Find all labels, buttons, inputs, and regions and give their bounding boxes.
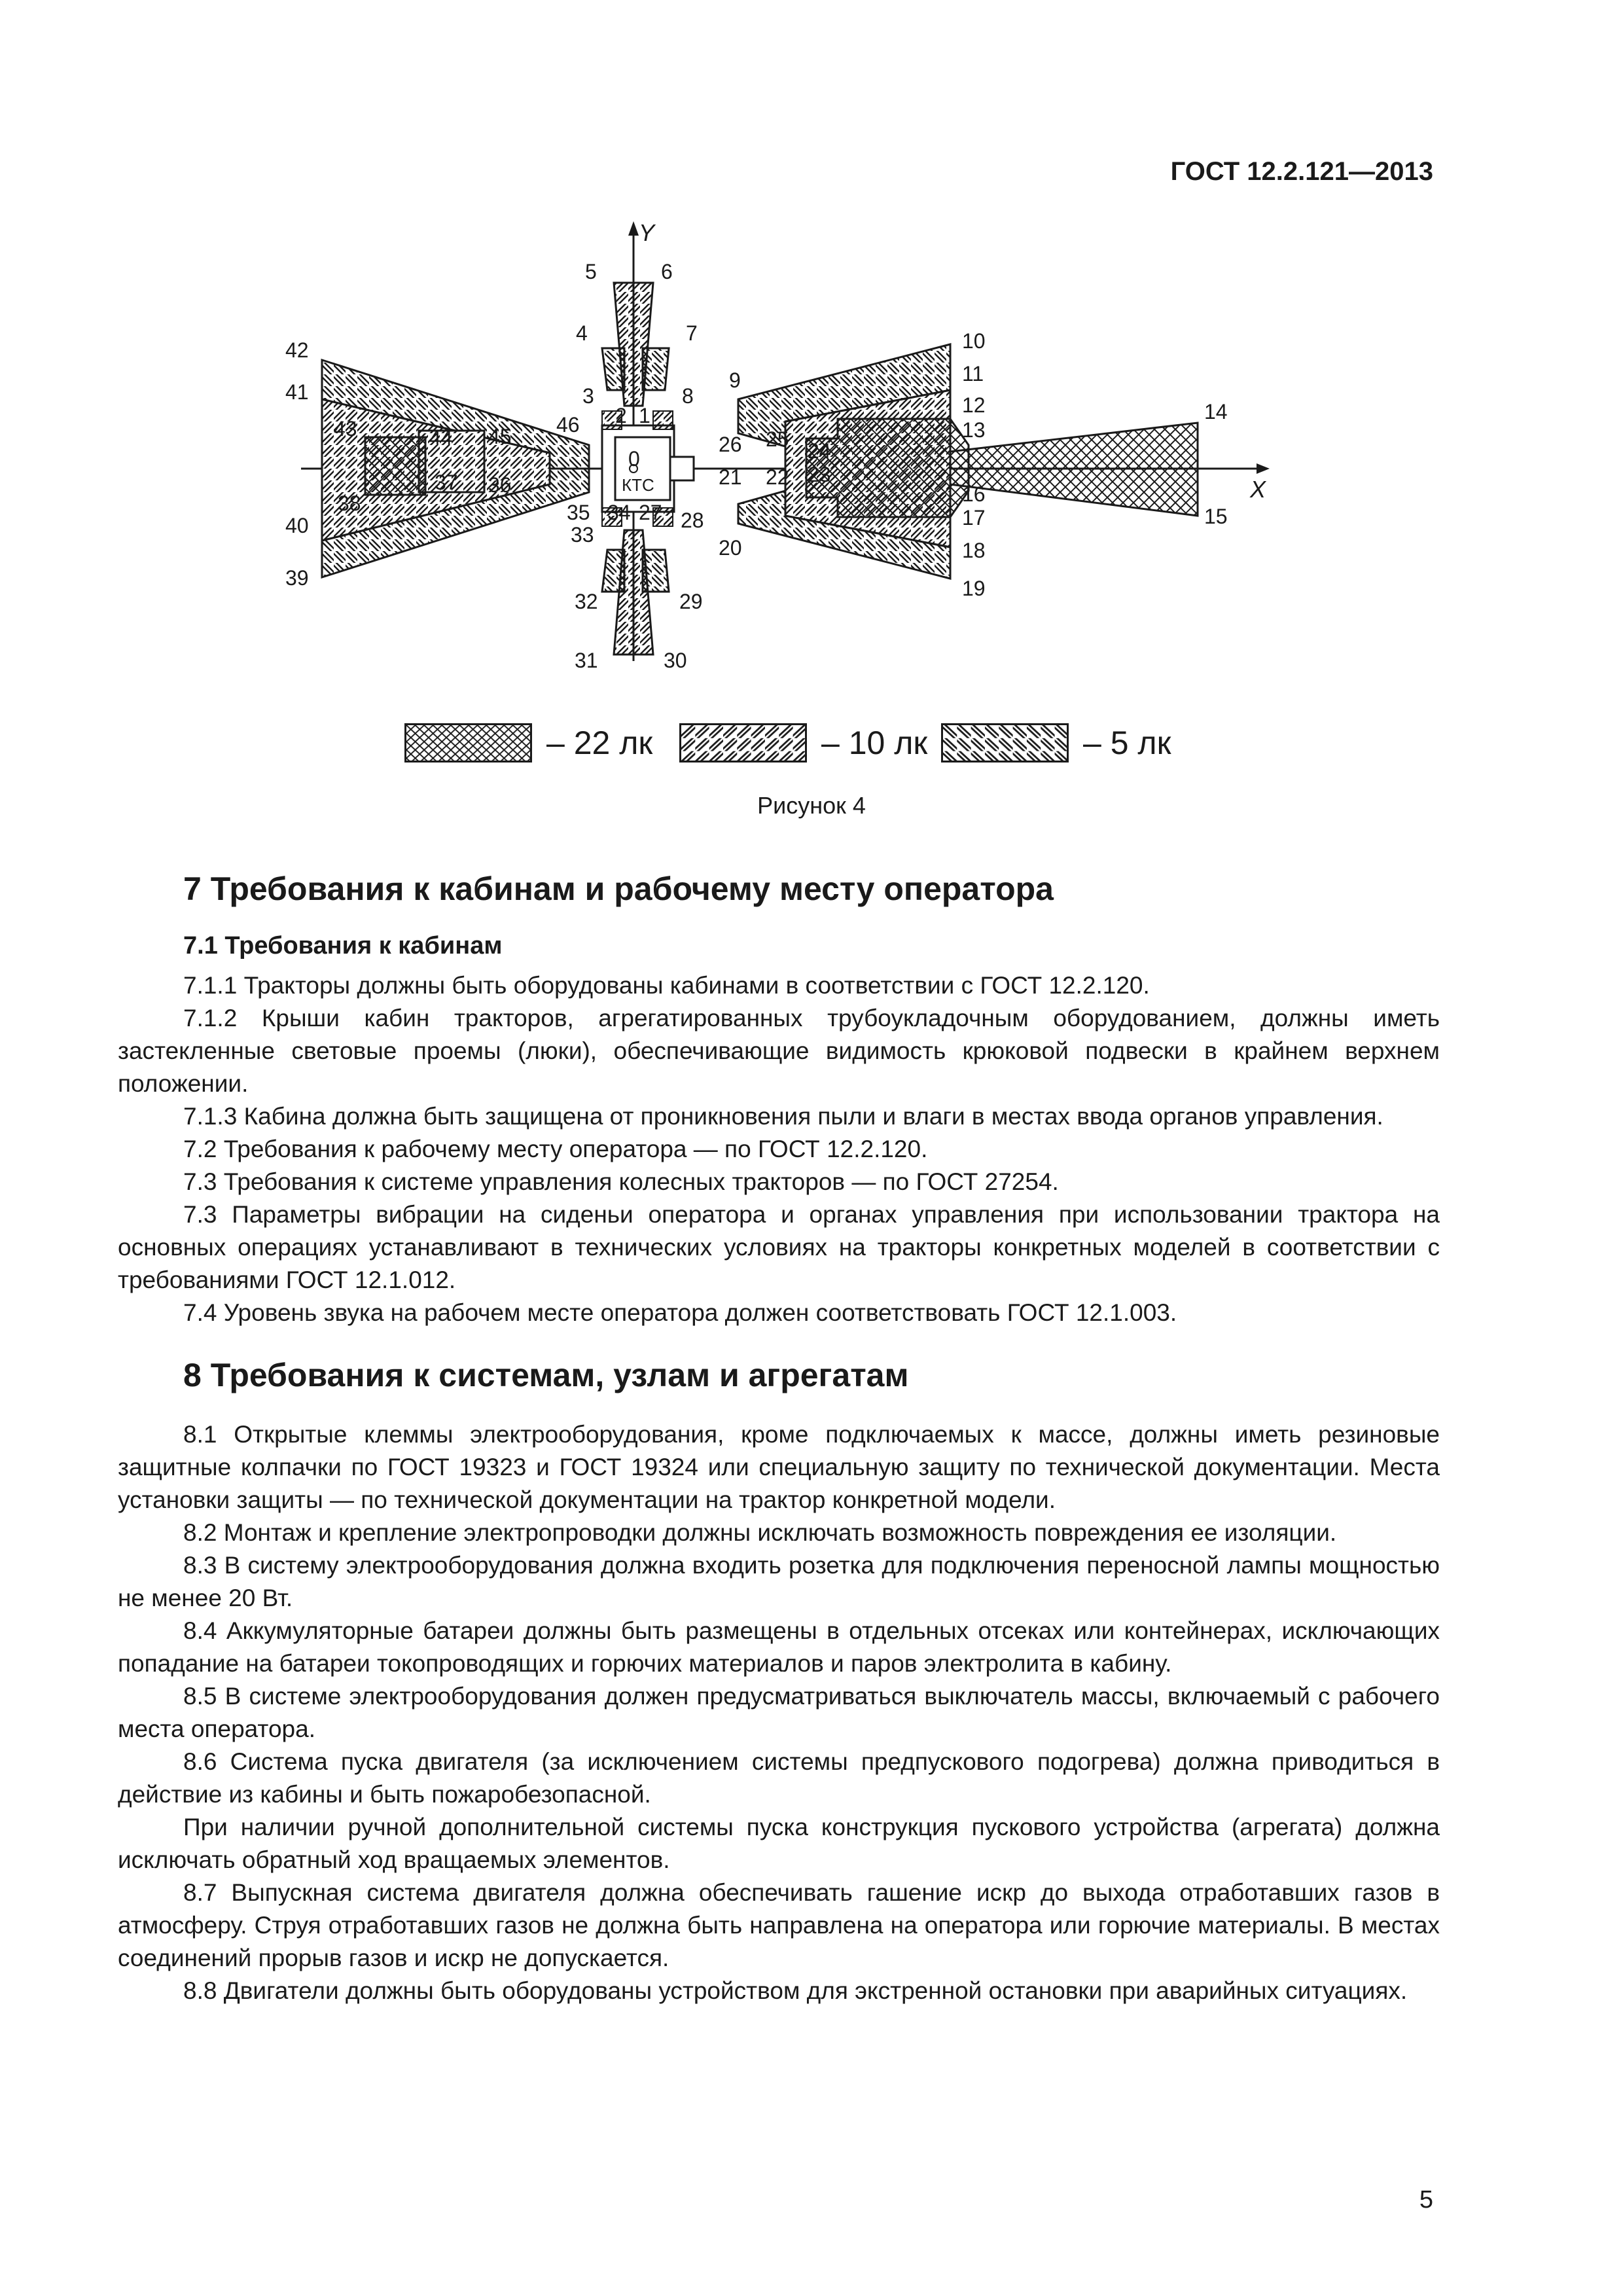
- label-origin: 0: [628, 447, 640, 471]
- label-45: 45: [488, 425, 512, 448]
- legend-item-5-lk: [941, 720, 1171, 766]
- paragraph-7-1-2: 7.1.2 Крыши кабин тракторов, агрегатированных трубоукладочным оборудованием, должны иметь застекленные световые проемы (люки), обеспечивающие видимость крюковой подвески в крайнем верхнем положении.: [118, 1005, 1440, 1097]
- label-19: 19: [962, 577, 986, 600]
- label-1: 1: [639, 404, 651, 427]
- x-axis-arrow: [1257, 463, 1270, 474]
- document-code: ГОСТ 12.2.121—2013: [1170, 157, 1433, 186]
- label-2: 2: [615, 404, 627, 427]
- document-body: [118, 869, 1440, 2007]
- label-38: 38: [338, 492, 361, 515]
- label-27: 27: [639, 501, 662, 524]
- label-17: 17: [962, 506, 986, 529]
- label-36: 36: [488, 473, 512, 497]
- label-43: 43: [334, 417, 357, 440]
- label-18: 18: [962, 539, 986, 562]
- zone-left-core: [365, 437, 425, 495]
- label-32: 32: [575, 590, 598, 613]
- legend-label-22-lk: – 22 лк: [546, 725, 653, 761]
- paragraph-7-1-3: 7.1.3 Кабина должна быть защищена от проникновения пыли и влаги в местах ввода органов управления.: [183, 1103, 1383, 1130]
- label-8: 8: [682, 384, 694, 408]
- paragraph-8-7: 8.7 Выпускная система двигателя должна обеспечивать гашение искр до выхода отработавших газов в атмосферу. Струя отработавших газов не должна быть направлена на оператора или горючие материалы. В местах соединений прорыв газов и искр не допускается.: [118, 1879, 1440, 1971]
- x-axis-label: X: [1250, 476, 1266, 503]
- page-number: 5: [1419, 2186, 1433, 2214]
- label-31: 31: [575, 649, 598, 672]
- section-gap: [118, 1329, 1440, 1355]
- label-40: 40: [285, 514, 309, 537]
- label-35: 35: [567, 501, 590, 524]
- label-34: 34: [607, 501, 631, 524]
- paragraph-8-2: 8.2 Монтаж и крепление электропроводки должны исключать возможность повреждения ее изоляции.: [183, 1519, 1337, 1546]
- label-15: 15: [1204, 505, 1228, 528]
- label-6: 6: [661, 260, 673, 283]
- label-11: 11: [962, 362, 984, 386]
- paragraph-8-3: 8.3 В систему электрооборудования должна входить розетка для подключения переносной лампы мощностью не менее 20 Вт.: [118, 1552, 1440, 1611]
- legend-item-22-lk: [404, 720, 652, 766]
- paragraph-8-1: 8.1 Открытые клеммы электрооборудования, кроме подключаемых к массе, должны иметь резиновые защитные колпачки по ГОСТ 19323 и ГОСТ 19324 или специальную защиту по технической документации. Места установки защиты — по технической документации на трактор конкретной модели.: [118, 1421, 1440, 1513]
- label-14: 14: [1204, 400, 1228, 423]
- label-4: 4: [576, 321, 588, 345]
- label-37: 37: [435, 471, 458, 494]
- paragraph-8-8: 8.8 Двигатели должны быть оборудованы устройством для экстренной остановки при аварийных ситуациях.: [183, 1977, 1408, 2004]
- section-8-title: 8 Требования к системам, узлам и агрегатам: [183, 1357, 909, 1393]
- label-5: 5: [585, 260, 597, 283]
- label-10: 10: [962, 329, 986, 353]
- paragraph-8-6: 8.6 Система пуска двигателя (за исключением системы предпускового подогрева) должна приводиться в действие из кабины и быть пожаробезопасной.: [118, 1748, 1440, 1808]
- label-23: 23: [808, 463, 831, 486]
- label-12: 12: [962, 393, 986, 417]
- label-33: 33: [571, 523, 594, 547]
- paragraph-7-2: 7.2 Требования к рабочему месту оператора — по ГОСТ 12.2.120.: [183, 1136, 928, 1162]
- label-44: 44: [429, 426, 453, 450]
- label-kts: КТС: [622, 475, 654, 495]
- legend-swatch-crosshatch: [404, 723, 532, 762]
- label-20: 20: [719, 536, 742, 560]
- paragraph-7-1-1: 7.1.1 Тракторы должны быть оборудованы кабинами в соответствии с ГОСТ 12.2.120.: [183, 972, 1150, 999]
- illumination-zones-diagram: [275, 209, 1335, 785]
- label-22: 22: [766, 465, 789, 489]
- y-axis-label: Y: [639, 219, 655, 246]
- label-42: 42: [285, 338, 309, 362]
- paragraph-8-5: 8.5 В системе электрооборудования должен предусматриваться выключатель массы, включаемый с рабочего места оператора.: [118, 1683, 1440, 1742]
- legend-label-5-lk: – 5 лк: [1083, 725, 1171, 761]
- figure-legend: [404, 720, 1255, 766]
- y-axis-arrow: [628, 221, 639, 236]
- paragraph-7-3-b: 7.3 Параметры вибрации на сиденьи оператора и органах управления при использовании трактора на основных операциях устанавливают в технических условиях на тракторы конкретных моделей в соответствии с требованиями ГОСТ 12.1.012.: [118, 1201, 1440, 1293]
- label-13: 13: [962, 418, 986, 442]
- section-7-title: 7 Требования к кабинам и рабочему месту оператора: [183, 870, 1054, 907]
- label-28: 28: [681, 509, 704, 532]
- label-16: 16: [962, 482, 986, 506]
- legend-item-10-lk: [679, 720, 927, 766]
- section-7-1-title: 7.1 Требования к кабинам: [183, 932, 503, 960]
- label-24: 24: [808, 439, 831, 463]
- paragraph-7-3-a: 7.3 Требования к системе управления колесных тракторов — по ГОСТ 27254.: [183, 1168, 1059, 1195]
- tractor-wheel-top-right: [653, 411, 673, 429]
- legend-swatch-forward-hatch: [679, 723, 807, 762]
- label-41: 41: [285, 380, 309, 404]
- label-46: 46: [556, 413, 580, 437]
- zone-top-block-left: [602, 348, 624, 390]
- label-7: 7: [686, 321, 698, 345]
- zone-bottom-block-left: [602, 550, 624, 592]
- label-9: 9: [729, 368, 741, 392]
- zone-top-block-right: [643, 348, 669, 390]
- legend-label-10-lk: – 10 лк: [821, 725, 928, 761]
- zone-right-wedge: [950, 423, 1198, 516]
- paragraph-7-4: 7.4 Уровень звука на рабочем месте оператора должен соответствовать ГОСТ 12.1.003.: [183, 1299, 1177, 1326]
- legend-swatch-back-hatch: [941, 723, 1069, 762]
- label-39: 39: [285, 566, 309, 590]
- paragraph-8-4: 8.4 Аккумуляторные батареи должны быть размещены в отдельных отсеках или контейнерах, исключающих попадание на батареи токопроводящих и горючих материалов и паров электролита в кабину.: [118, 1617, 1440, 1677]
- label-3: 3: [582, 384, 594, 408]
- label-26: 26: [719, 433, 742, 456]
- figure-caption: Рисунок 4: [757, 792, 866, 819]
- label-29: 29: [679, 590, 703, 613]
- label-21: 21: [719, 465, 742, 489]
- paragraph-8-6-note: При наличии ручной дополнительной системы пуска конструкция пускового устройства (агрегата) должна исключать обратный ход вращаемых элементов.: [118, 1814, 1440, 1873]
- illumination-zones-figure: [275, 209, 1335, 785]
- label-30: 30: [664, 649, 687, 672]
- tractor-hood: [670, 457, 694, 480]
- label-25: 25: [766, 427, 789, 451]
- zone-bottom-block-right: [643, 550, 669, 592]
